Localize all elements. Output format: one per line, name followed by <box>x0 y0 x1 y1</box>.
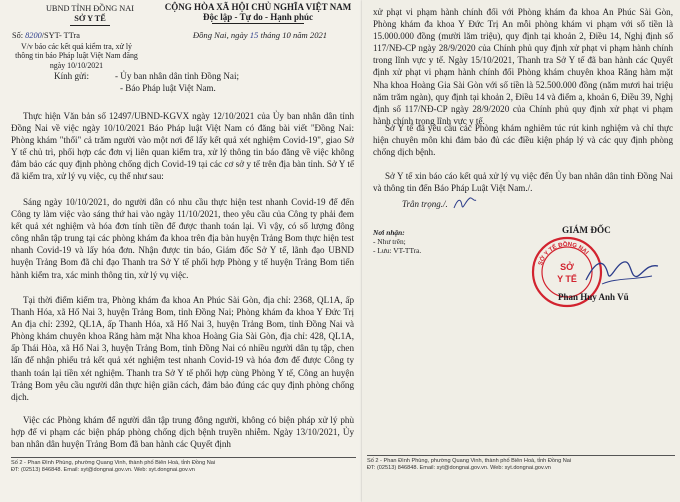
svg-text:SỞ: SỞ <box>560 262 574 272</box>
closing-phrase: Trân trọng./. <box>402 199 448 209</box>
footer-address: Số 2 - Phan Đình Phùng, phường Quang Vinh, thành phố Biên Hoà, tỉnh Đồng Nai <box>11 460 216 466</box>
footer-contact: ĐT: (02513) 846848. Email: syt@dongnai.gov.vn. Web: syt.dongnai.gov.vn <box>11 467 195 473</box>
agency-province: UBND TỈNH ĐỒNG NAI <box>45 4 135 13</box>
signer-name: Phan Huy Anh Vũ <box>558 292 629 302</box>
recipients-label: Kính gửi: <box>54 71 89 81</box>
document-subject: V/v báo các kết quả kiểm tra, xử lý thông tin báo Pháp luật Việt Nam đăng ngày 10/10/2021 <box>15 42 138 70</box>
svg-text:SỞ Y TẾ ĐỒNG NAI: SỞ Y TẾ ĐỒNG NAI <box>537 241 590 267</box>
agency-header <box>30 4 150 26</box>
distribution-list <box>373 228 421 255</box>
page-footer-right <box>367 455 675 472</box>
footer-address: Số 2 - Phan Đình Phùng, phường Quang Vinh, thành phố Biên Hoà, tỉnh Đồng Nai <box>367 458 572 464</box>
national-underline <box>212 23 304 24</box>
agency-underline <box>70 25 110 26</box>
doc-number-prefix: Số: <box>12 31 24 40</box>
date-handwritten-day: 15 <box>249 30 259 40</box>
body-paragraph-7: Sở Y tế xin báo cáo kết quả xử lý vụ việc đến Ủy ban nhân dân tỉnh Đồng Nai và thông tin đến Báo Pháp Luật Việt Nam./. <box>373 171 673 194</box>
doc-number-handwritten: 8200 <box>25 31 42 40</box>
signer-title: GIÁM ĐỐC <box>562 225 611 235</box>
doc-number-suffix: /SYT- TTra <box>41 31 80 40</box>
page-footer-left <box>11 457 356 474</box>
national-slogan: Độc lập - Tự do - Hạnh phúc <box>202 12 313 22</box>
agency-department: SỞ Y TẾ <box>74 14 106 23</box>
distribution-item: - Lưu: VT-TTra. <box>373 246 422 255</box>
footer-contact: ĐT: (02513) 846848. Email: syt@dongnai.gov.vn. Web: syt.dongnai.gov.vn <box>367 465 551 471</box>
initial-mark-icon <box>452 194 478 212</box>
body-paragraph-4: Việc các Phòng khám để người dân tập trung đông người, không có biện pháp xử lý phù hợp để vi phạm các biện pháp phòng chống dịch bệnh truyền nhiễm. Ngày 13/10/2021, Ủy ban nhân dân huyện Trảng Bom đã ban hành các Quyết định <box>11 415 354 450</box>
document-number <box>12 31 80 41</box>
document-page-2 <box>362 0 680 502</box>
date-suffix: tháng 10 năm 2021 <box>260 30 328 40</box>
body-paragraph-6: Sở Y tế đã yêu cầu các Phòng khám nghiêm túc rút kinh nghiệm và chỉ thực hiện chuyên môn khi đảm bảo đủ các điều kiện pháp lý và các quy định phòng chống dịch bệnh. <box>373 123 673 158</box>
body-paragraph-2: Sáng ngày 10/10/2021, do người dân có nhu cầu thực hiện test nhanh Covid-19 để đến Công ty làm việc vào sáng thứ hai vào ngày 11/10/2021, theo yêu cầu của Công ty phải đem kết quả xét nghiệm và hóa đơn tính tiền để được thanh toán lại. Vì vậy, có số lượng đông công nhân tập trung tại các phòng khám đa khoa trên địa bàn huyện Trảng Bom thực hiện test nhanh Covid-19 và lấy hóa đơn. Nhận được tin báo, Giám đốc Sở Y tế, lãnh đạo UBND huyện Trảng Bom đã chỉ đạo Thanh tra Sở Y tế phối hợp Phòng y tế huyện Trảng Bom tiến hành kiểm tra, xác minh thông tin, xử lý vụ việc. <box>11 197 354 280</box>
body-paragraph-1: Thực hiện Văn bản số 12497/UBND-KGVX ngày 12/10/2021 của Ủy ban nhân dân tỉnh Đồng Nai về việc ngày 10/10/2021 Báo Pháp luật Việt Nam có đăng bài viết "Đồng Nai: Phòng khám "thổi" cả trăm người vào một nơi để lấy kết quả xét nghiệm Covid-19", giao Sở Y tế chủ trì, phối hợp các đơn vị liên quan kiểm tra, xử lý thông tin báo đăng về việc không đảm bảo các quy định phòng chống dịch Covid-19 tại các cơ sở y tế trên địa bàn tỉnh. Sở Y tế đã kiểm tra, xử lý vụ việc, cụ thể như sau: <box>11 111 354 182</box>
national-header <box>158 2 358 24</box>
svg-text:Y TẾ: Y TẾ <box>557 274 577 284</box>
handwritten-signature-icon <box>582 250 662 292</box>
distribution-item: - Như trên; <box>373 237 406 246</box>
document-date <box>180 30 340 40</box>
footer-rule <box>367 455 675 456</box>
date-prefix: Đồng Nai, ngày <box>192 30 248 40</box>
recipient-2: - Báo Pháp luật Việt Nam. <box>120 83 216 93</box>
footer-rule <box>11 457 356 458</box>
body-paragraph-3: Tại thời điểm kiểm tra, Phòng khám đa khoa An Phúc Sài Gòn, địa chỉ: 2368, QL1A, ấp Thanh Hóa, xã Hố Nai 3, huyện Trảng Bom, tỉnh Đồng Nai; Phòng khám đa khoa Y Đức Trị An địa chỉ: 2392, QL1A, ấp Thanh Hóa, xã Hố Nai 3, huyện Trảng Bom, tỉnh Đồng Nai và Phòng khám chuyên khoa Răng hàm mặt Nha khoa Hoàng Gia Sài Gòn, địa chỉ: 428, QL1A, ấp Thái Hòa, xã Hố Nai 3, huyện Trảng Bom, tỉnh Đồng Nai có nhiều người dân tụ tập, chen lấn để nhận phiếu trả kết quả xét nghiệm test nhanh Covid-19 và hóa đơn để được Công ty thanh toán lại tiền xét nghiệm. Thanh tra Sở Y tế phối hợp cùng Phòng Y tế, Công an huyện Trảng Bom yêu cầu người dân thực hiện giãn cách, đảm bảo đúng các quy định phòng chống dịch. <box>11 295 354 402</box>
recipient-1: - Ủy ban nhân dân tỉnh Đồng Nai; <box>115 71 240 81</box>
national-motto: CỘNG HÒA XÃ HỘI CHỦ NGHĨA VIỆT NAM <box>164 2 352 12</box>
body-paragraph-5: xử phạt vi phạm hành chính đối với Phòng khám đa khoa An Phúc Sài Gòn, Phòng khám đa khoa Y Đức Trị An mỗi phòng khám vi phạm với số tiền là 15.000.000 đồng (mười lăm triệu), quy định tại khoản 2, Điều 14, Nghị định số 117/NĐ-CP ngày 28/9/2020 của Chính phủ quy định xử phạt vi phạm hành chính trong lĩnh vực y tế. Ngày 15/10/2021, Thanh tra Sở Y tế đã ban hành các Quyết định xử phạt vi phạm hành chính đối Phòng khám chuyên khoa Răng hàm mặt Nha khoa Hoàng Gia Sài Gòn với số tiền là 52.500.000 đồng (năm mươi hai triệu năm trăm ngàn), quy định tại khoản 2, Điều 14 và điểm a, khoản 6, Điều 39, Nghị định số 117/NĐ-CP ngày 28/9/2020 của Chính phủ quy định xử phạt vi phạm hành chính trong lĩnh vực y tế. <box>373 7 673 126</box>
distribution-title: Nơi nhận: <box>373 228 405 237</box>
